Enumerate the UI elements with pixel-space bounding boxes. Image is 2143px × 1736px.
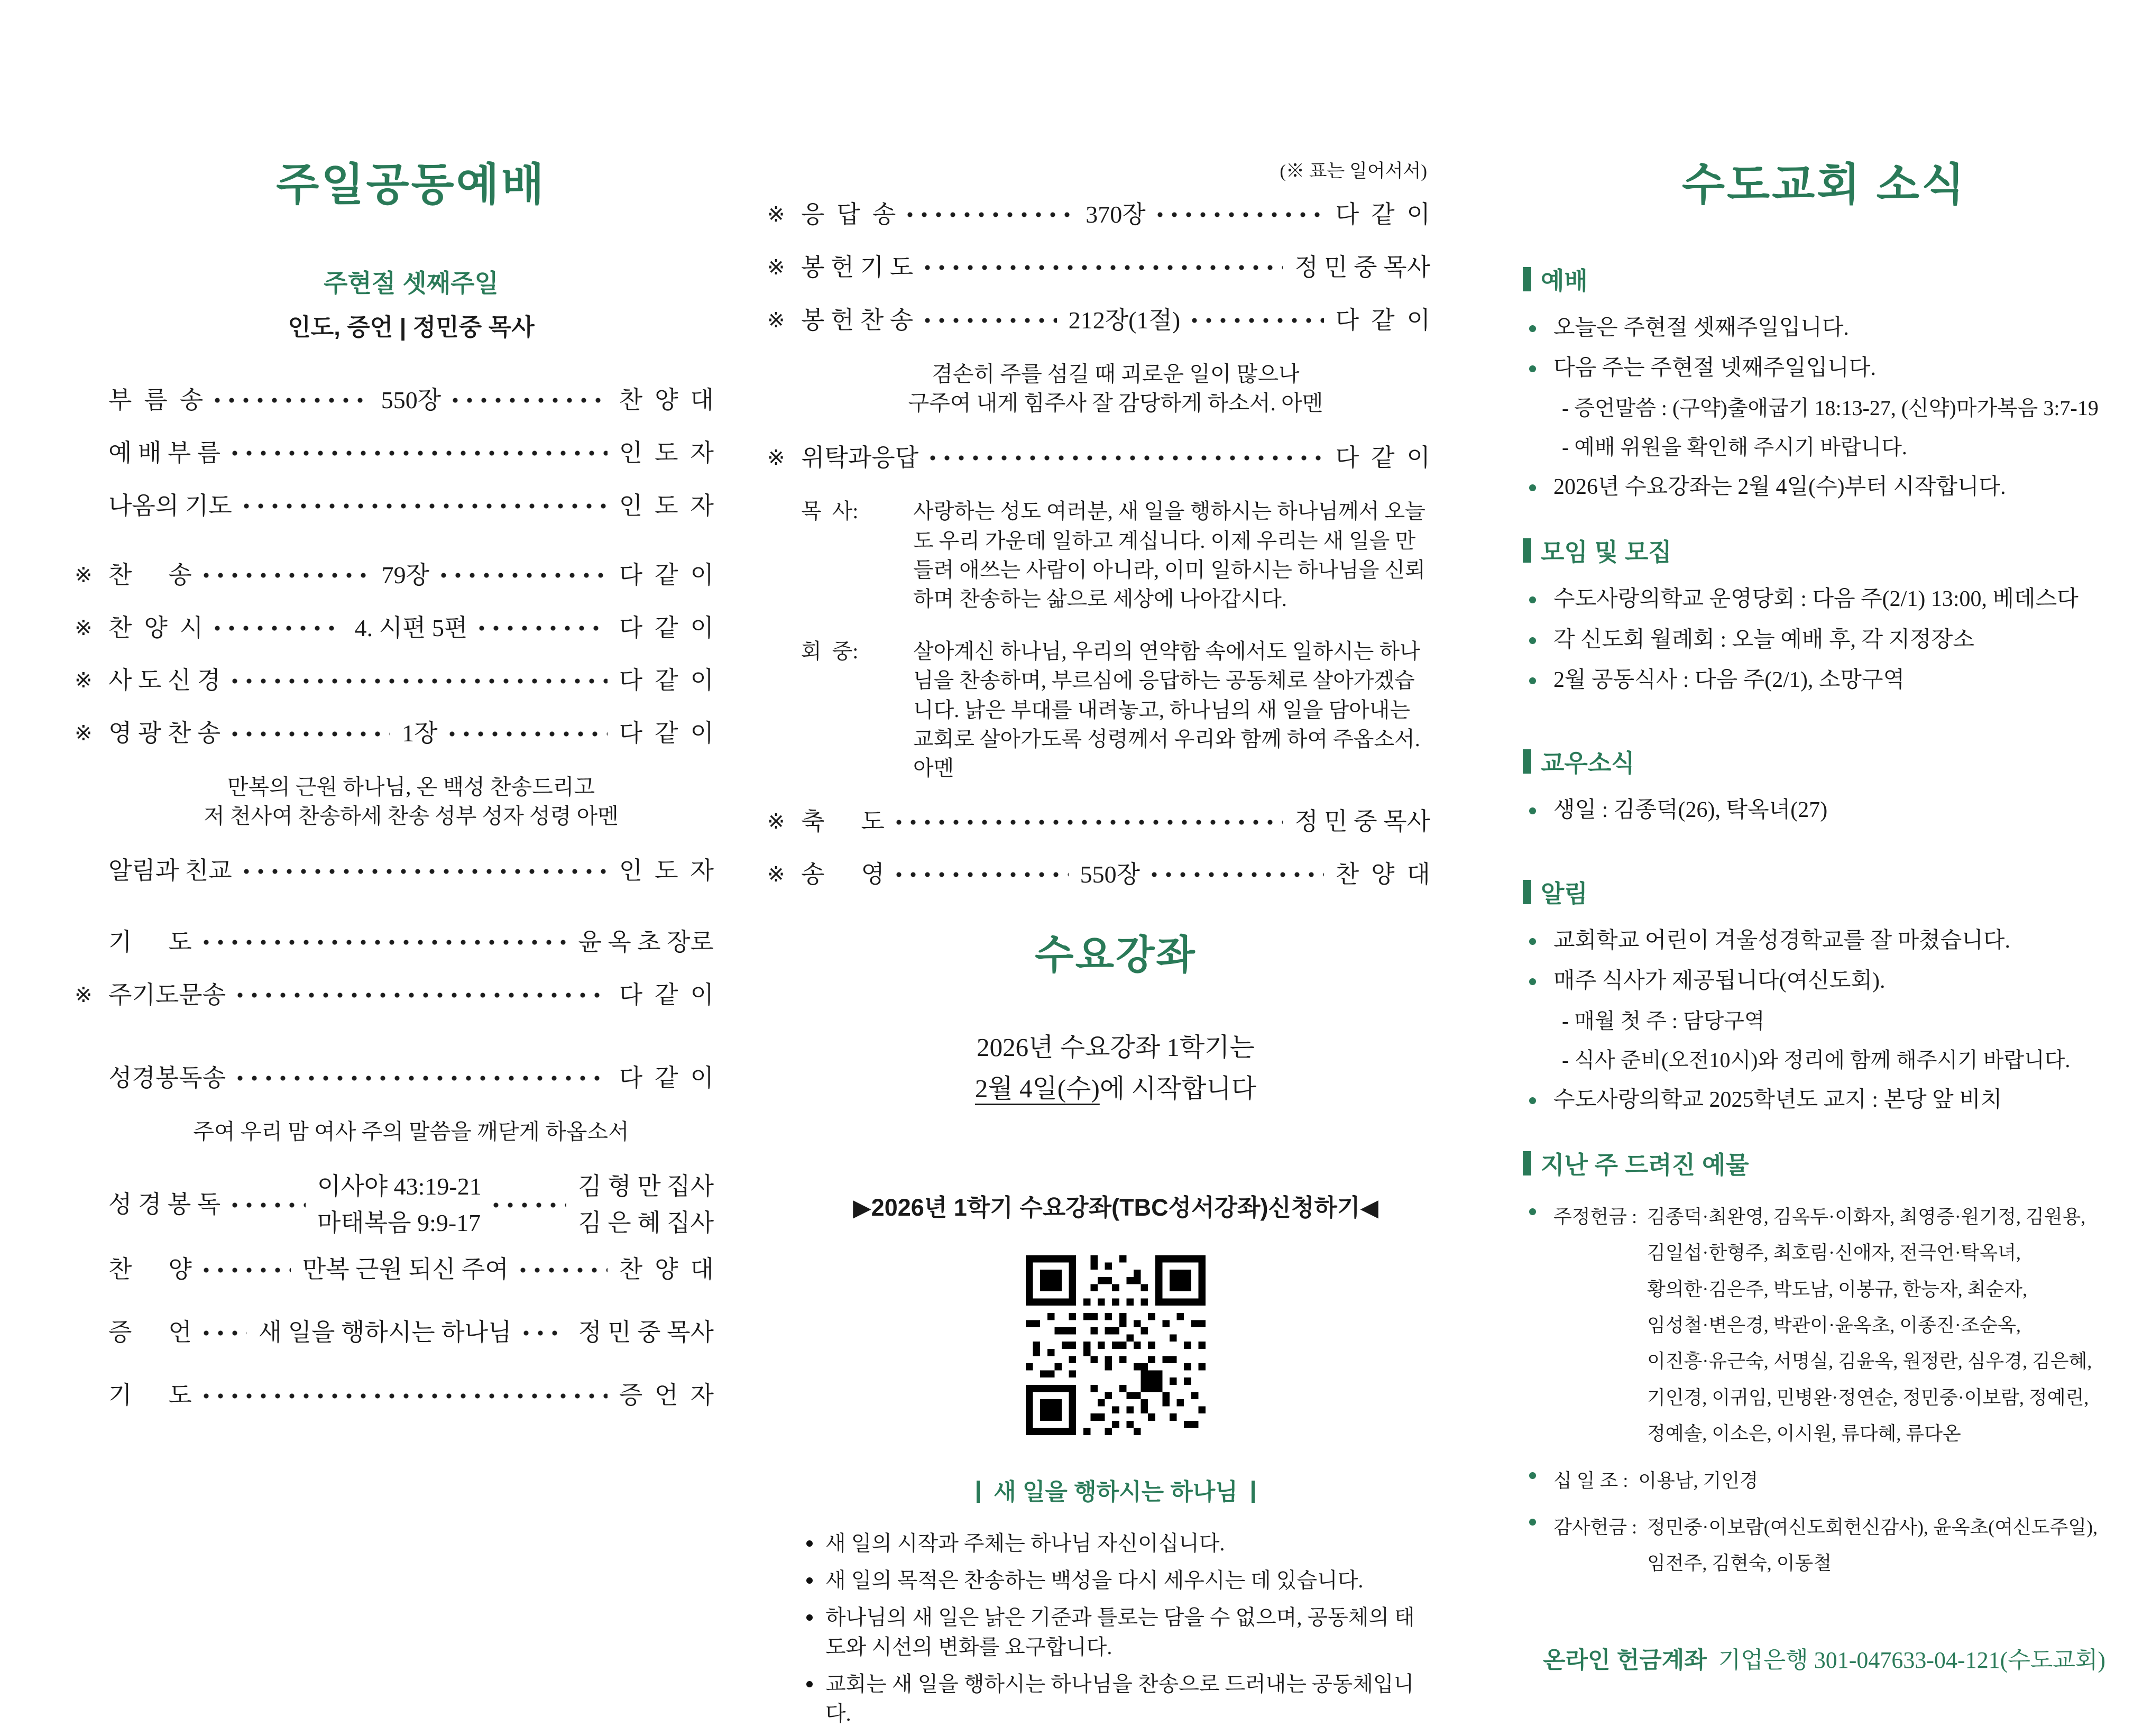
news-item: 2월 공동식사 : 다음 주(2/1), 소망구역 bbox=[1523, 667, 2126, 693]
program-row bbox=[75, 561, 714, 590]
offering-hymn-text bbox=[801, 360, 1430, 418]
offering-thanks bbox=[1523, 1509, 2126, 1582]
dot-leader bbox=[232, 1202, 306, 1208]
dot-leader bbox=[237, 993, 608, 998]
program-label: ※ 위탁과응답 bbox=[767, 444, 919, 471]
program-row bbox=[767, 861, 1430, 889]
dot-leader bbox=[215, 626, 343, 631]
stand-marker: ※ bbox=[767, 255, 785, 279]
program-label: ※ 봉 헌 찬 송 bbox=[767, 306, 914, 334]
pastor-part bbox=[801, 497, 1430, 613]
news-item: 오늘은 주현절 셋째주일입니다. bbox=[1523, 315, 2126, 341]
sermon-point: 새 일의 목적은 찬송하는 백성을 다시 세우시는 데 있습니다. bbox=[801, 1566, 1430, 1595]
section-members: 교우소식 bbox=[1523, 744, 2126, 779]
program-person: 찬 양 대 bbox=[1335, 861, 1430, 888]
news-subitem: - 매월 첫 주 : 담당구역 bbox=[1562, 1008, 1765, 1033]
news-title: 수도교회 소식 bbox=[1681, 160, 1967, 209]
offering-names bbox=[1647, 1199, 2092, 1452]
dot-leader bbox=[479, 626, 607, 631]
speaker-label: 목 사: bbox=[801, 499, 859, 523]
sermon-theme-title: 새 일을 행하시는 하나님 bbox=[801, 1473, 1430, 1507]
scripture-passage: 마태복음 9:9-17 bbox=[317, 1209, 481, 1236]
news-item: 매주 식사가 제공됩니다(여신도회). bbox=[1523, 968, 2126, 994]
program-person: 다 같 이 bbox=[619, 614, 714, 641]
online-account-label: 온라인 헌금계좌 bbox=[1542, 1647, 1707, 1673]
decorative-bar bbox=[1252, 1481, 1255, 1503]
sermon-point: 교회는 새 일을 행하시는 하나님을 찬송으로 드러내는 공동체입니다. bbox=[801, 1669, 1430, 1729]
section-bar bbox=[1523, 538, 1531, 563]
dot-leader bbox=[925, 265, 1283, 270]
dot-leader bbox=[204, 573, 370, 578]
decorative-bar bbox=[977, 1481, 980, 1503]
program-row bbox=[767, 306, 1431, 335]
offering-label: 주정헌금 : bbox=[1553, 1206, 1642, 1227]
program-person: 다 같 이 bbox=[1335, 306, 1431, 334]
program-person: 정 민 중 목사 bbox=[1294, 253, 1430, 281]
announcement-line: 2026년 수요강좌 1학기는 bbox=[977, 1032, 1255, 1062]
program-row bbox=[75, 720, 714, 748]
program-person: 다 같 이 bbox=[1335, 201, 1430, 228]
news-item: 각 신도회 월례회 : 오늘 예배 후, 각 지정장소 bbox=[1523, 627, 2126, 653]
program-row bbox=[108, 857, 714, 885]
program-label: 나옴의 기도 bbox=[108, 492, 232, 519]
qr-code-wrap bbox=[801, 1255, 1430, 1438]
program-label: 기 도 bbox=[108, 1382, 192, 1409]
dot-leader bbox=[232, 678, 607, 684]
section-bar bbox=[1523, 880, 1531, 904]
offering-label: 감사헌금 : bbox=[1553, 1517, 1642, 1538]
program-label: ※ 축 도 bbox=[767, 808, 885, 835]
dot-leader bbox=[523, 1330, 567, 1336]
stand-marker: ※ bbox=[767, 308, 785, 332]
program-person: 인 도 자 bbox=[619, 857, 714, 885]
stand-marker: ※ bbox=[75, 563, 93, 587]
offering-names-line: 이진흥·유근숙, 서명실, 김윤옥, 원정란, 심우경, 김은혜, bbox=[1647, 1351, 2092, 1372]
program-label: 증 언 bbox=[108, 1319, 192, 1346]
section-notices: 알림 bbox=[1523, 875, 2126, 910]
offering-weekly bbox=[1523, 1199, 2126, 1452]
program-value: 370장 bbox=[1086, 201, 1146, 228]
section-worship: 예배 bbox=[1523, 262, 2126, 297]
dot-leader bbox=[204, 940, 566, 945]
sermon-point: 하나님의 새 일은 낡은 기준과 틀로는 담을 수 없으며, 공동체의 태도와 시선의 변화를 요구합니다. bbox=[801, 1603, 1430, 1662]
stand-marker: ※ bbox=[75, 721, 93, 746]
stand-marker: ※ bbox=[767, 203, 785, 226]
offering-names-line: 임전주, 김현숙, 이동철 bbox=[1647, 1553, 1832, 1574]
speaker-text: 사랑하는 성도 여러분, 새 일을 행하시는 하나님께서 오늘도 우리 가운데 일하고 계십니다. 이제 우리는 새 일을 만들려 애쓰는 사람이 아니라, 이미 일하시는 하나님을 신뢰하며 찬송하는 삶으로 세상에 나아갑시다. bbox=[913, 499, 1425, 611]
section-bar bbox=[1523, 1151, 1531, 1175]
dot-leader bbox=[232, 731, 390, 737]
dot-leader bbox=[244, 869, 608, 874]
stand-marker: ※ bbox=[767, 445, 785, 470]
news-item: 교회학교 어린이 겨울성경학교를 잘 마쳤습니다. bbox=[1523, 927, 2126, 954]
program-row bbox=[108, 929, 714, 957]
news-item: 다음 주는 주현절 넷째주일입니다. bbox=[1523, 355, 2126, 381]
dot-leader bbox=[925, 318, 1056, 323]
program-person: 다 같 이 bbox=[1335, 444, 1430, 471]
announcement-rest: 에 시작합니다 bbox=[1099, 1074, 1257, 1104]
section-offerings: 지난 주 드려진 예물 bbox=[1523, 1146, 2126, 1181]
program-label: ※ 주기도문송 bbox=[75, 981, 226, 1008]
section-bar bbox=[1523, 749, 1531, 774]
online-account-number: 기업은행 301-047633-04-121(수도교회) bbox=[1718, 1647, 2106, 1673]
speaker-text: 살아계신 하나님, 우리의 연약함 속에서도 일하시는 하나님을 찬송하며, 부르심에 응답하는 공동체로 살아가겠습니다. 낡은 부대를 내려놓고, 하나님의 새 일을 담아내는 교회로 살아가도록 성령께서 우리와 함께 하여 주옵소서. 아멘 bbox=[913, 639, 1420, 780]
program-row bbox=[75, 614, 714, 642]
wednesday-lecture-title: 수요강좌 bbox=[1035, 932, 1197, 978]
offering-names-line: 정예솔, 이소은, 이시원, 류다혜, 류다온 bbox=[1647, 1423, 1961, 1445]
program-value: 79장 bbox=[381, 561, 429, 589]
news-subitem: - 예배 위원을 확인해 주시기 바랍니다. bbox=[1562, 435, 1907, 459]
wednesday-lecture-announcement bbox=[801, 1027, 1430, 1110]
program-label: ※ 찬 양 시 bbox=[75, 614, 204, 641]
online-account bbox=[1523, 1641, 2126, 1675]
sermon-point: 새 일의 시작과 주체는 하나님 자신이십니다. bbox=[801, 1529, 1430, 1558]
scripture-reader: 김 은 혜 집사 bbox=[578, 1209, 714, 1236]
program-value: 212장(1절) bbox=[1068, 306, 1181, 334]
commission-response bbox=[801, 497, 1430, 783]
program-person: 윤 옥 초 장로 bbox=[578, 929, 714, 956]
program-label: 성 경 봉 독 bbox=[108, 1191, 221, 1218]
program-person: 정 민 중 목사 bbox=[578, 1319, 714, 1346]
program-row bbox=[108, 439, 714, 467]
program-row bbox=[767, 808, 1430, 836]
program-value: 만복 근원 되신 주여 bbox=[302, 1256, 509, 1283]
program-label: 부 름 송 bbox=[108, 387, 204, 414]
season-subtitle: 주현절 셋째주일 bbox=[324, 269, 499, 297]
dot-leader bbox=[907, 212, 1074, 217]
order-of-worship-continued bbox=[767, 201, 1431, 889]
program-person: 다 같 이 bbox=[619, 981, 714, 1008]
news-subitem: - 증언말씀 : (구약)출애굽기 18:13-27, (신약)마가복음 3:7-19 bbox=[1562, 396, 2099, 420]
offering-names-line: 기인경, 이귀임, 민병완·정연순, 정민중·이보람, 정예린, bbox=[1647, 1386, 2089, 1408]
worship-order-column bbox=[75, 0, 714, 1435]
offering-names-line: 이용남, 기인경 bbox=[1638, 1469, 1758, 1491]
lecture-apply-link[interactable]: ▶2026년 1학기 수요강좌(TBC성서강좌)신청하기◀ bbox=[853, 1193, 1378, 1221]
offering-names bbox=[1638, 1463, 1758, 1499]
program-label: ※ 영 광 찬 송 bbox=[75, 720, 221, 747]
program-label: 찬 양 bbox=[108, 1256, 192, 1283]
program-person: 정 민 중 목사 bbox=[1294, 808, 1430, 835]
offering-names-line: 임성철·변은경, 박관이·윤옥초, 이종진·조순옥, bbox=[1647, 1315, 2021, 1336]
program-label: 성경봉독송 bbox=[108, 1064, 226, 1091]
stand-marker: ※ bbox=[767, 810, 785, 834]
sermon-points bbox=[801, 1529, 1430, 1729]
offering-names bbox=[1647, 1509, 2098, 1582]
program-label: 예 배 부 름 bbox=[108, 439, 221, 466]
program-person: 찬 양 대 bbox=[619, 1256, 714, 1283]
congregation-part bbox=[801, 637, 1430, 783]
dot-leader bbox=[520, 1267, 608, 1273]
dot-leader bbox=[449, 731, 608, 737]
scripture-response-text bbox=[108, 1117, 714, 1146]
section-meetings: 모임 및 모집 bbox=[1523, 533, 2126, 568]
program-person: 찬 양 대 bbox=[619, 387, 714, 414]
program-label: 알림과 친교 bbox=[108, 857, 232, 885]
service-leaders: 인도, 증언 | 정민중 목사 bbox=[288, 314, 535, 341]
offering-names-line: 정민중·이보람(여신도회헌신감사), 윤옥초(여신도주일), bbox=[1647, 1517, 2098, 1538]
gloria-hymn-text bbox=[108, 773, 714, 831]
church-news-column bbox=[1523, 0, 2126, 1675]
dot-leader bbox=[1152, 872, 1324, 877]
stand-marker: ※ bbox=[75, 616, 93, 640]
stand-marker: ※ bbox=[75, 668, 93, 693]
news-item: 생일 : 김종덕(26), 탁옥녀(27) bbox=[1523, 797, 2126, 823]
stand-marker: ※ bbox=[767, 862, 785, 887]
program-row bbox=[108, 492, 714, 520]
offering-tithe bbox=[1523, 1463, 2126, 1499]
qr-code[interactable] bbox=[1026, 1255, 1206, 1435]
program-value: 550장 bbox=[1080, 861, 1140, 888]
program-row bbox=[108, 1382, 714, 1410]
offering-names-line: 황의한·김은주, 박도남, 이봉규, 한능자, 최순자, bbox=[1647, 1278, 2028, 1300]
dot-leader bbox=[1157, 212, 1324, 217]
program-row bbox=[767, 253, 1430, 282]
dot-leader bbox=[204, 1267, 291, 1273]
scripture-passage: 이사야 43:19-21 bbox=[317, 1172, 482, 1200]
worship-order-column-2 bbox=[767, 0, 1431, 1736]
program-person: 다 같 이 bbox=[619, 720, 714, 747]
program-row bbox=[108, 1319, 714, 1347]
page-title: 주일공동예배 bbox=[276, 160, 546, 209]
scripture-reader: 김 형 만 집사 bbox=[578, 1172, 714, 1200]
dot-leader bbox=[215, 398, 369, 403]
program-label: ※ 찬 송 bbox=[75, 561, 192, 589]
speaker-label: 회 중: bbox=[801, 639, 859, 664]
hymn-line: 저 천사여 찬송하세 찬송 성부 성자 성령 아멘 bbox=[204, 804, 619, 829]
program-person: 다 같 이 bbox=[619, 1064, 714, 1091]
program-value: 1장 bbox=[402, 720, 438, 747]
program-person: 증 언 자 bbox=[619, 1382, 714, 1409]
program-row bbox=[767, 444, 1430, 472]
program-value: 550장 bbox=[381, 387, 442, 414]
underlined-date: 2월 4일(수) bbox=[974, 1074, 1100, 1104]
hymn-line: 만복의 근원 하나님, 온 백성 찬송드리고 bbox=[227, 775, 595, 800]
program-row bbox=[108, 387, 714, 415]
announcement-line bbox=[801, 1068, 1430, 1109]
dot-leader bbox=[1192, 318, 1323, 323]
news-subitem: - 식사 준비(오전10시)와 정리에 함께 해주시기 바랍니다. bbox=[1562, 1048, 2071, 1072]
dot-leader bbox=[930, 455, 1324, 461]
news-item: 2026년 수요강좌는 2월 4일(수)부터 시작합니다. bbox=[1523, 474, 2126, 500]
program-label: ※ 사 도 신 경 bbox=[75, 667, 221, 694]
offering-names-line: 김종덕·최완영, 김옥두·이화자, 최영증·원기정, 김원용, bbox=[1647, 1206, 2086, 1227]
program-label: ※ 응 답 송 bbox=[767, 201, 896, 228]
offering-label: 십 일 조 : bbox=[1553, 1469, 1633, 1491]
standing-note: (※ 표는 일어서서) bbox=[1280, 161, 1427, 181]
program-label: ※ 송 영 bbox=[767, 861, 885, 888]
news-item: 수도사랑의학교 운영당회 : 다음 주(2/1) 13:00, 베데스다 bbox=[1523, 586, 2126, 612]
program-label: ※ 봉 헌 기 도 bbox=[767, 253, 914, 281]
offering-names-line: 김일섭·한형주, 최호림·신애자, 전극언·탁옥녀, bbox=[1647, 1242, 2021, 1264]
program-row-scripture bbox=[108, 1173, 714, 1237]
program-value: 새 일을 행하시는 하나님 bbox=[258, 1319, 512, 1346]
dot-leader bbox=[237, 1076, 608, 1081]
hymn-line: 주여 우리 맘 여사 주의 말씀을 깨닫게 하옵소서 bbox=[193, 1119, 629, 1144]
program-row bbox=[767, 201, 1430, 229]
program-label: 기 도 bbox=[108, 929, 192, 956]
program-row bbox=[75, 981, 714, 1009]
dot-leader bbox=[204, 1393, 608, 1399]
program-person: 인 도 자 bbox=[619, 439, 714, 466]
program-row bbox=[108, 1064, 714, 1092]
dot-leader bbox=[896, 820, 1283, 825]
program-row bbox=[108, 1256, 714, 1284]
program-value: 4. 시편 5편 bbox=[354, 614, 468, 641]
scripture-readers bbox=[578, 1173, 714, 1237]
scripture-passages bbox=[317, 1173, 482, 1237]
program-person: 다 같 이 bbox=[619, 561, 714, 589]
dot-leader bbox=[453, 398, 607, 403]
order-of-worship bbox=[75, 387, 714, 1410]
hymn-line: 구주여 내게 힘주사 잘 감당하게 하소서. 아멘 bbox=[908, 390, 1323, 415]
program-person: 인 도 자 bbox=[619, 492, 714, 519]
dot-leader bbox=[232, 451, 607, 456]
dot-leader bbox=[244, 503, 608, 509]
section-bar bbox=[1523, 267, 1531, 291]
dot-leader bbox=[493, 1202, 567, 1208]
program-row bbox=[75, 667, 714, 695]
program-person: 다 같 이 bbox=[619, 667, 714, 694]
dot-leader bbox=[896, 872, 1069, 877]
stand-marker: ※ bbox=[75, 982, 93, 1007]
hymn-line: 겸손히 주를 섬길 때 괴로운 일이 많으나 bbox=[932, 361, 1300, 386]
dot-leader bbox=[204, 1330, 247, 1336]
news-item: 수도사랑의학교 2025학년도 교지 : 본당 앞 비치 bbox=[1523, 1087, 2126, 1113]
dot-leader bbox=[441, 573, 608, 578]
